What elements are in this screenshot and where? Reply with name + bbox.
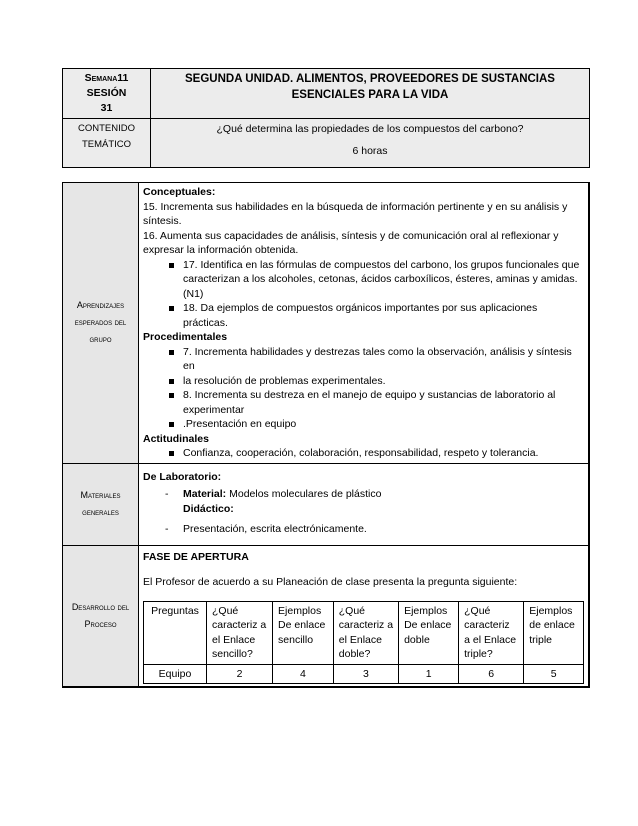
table-row <box>144 664 584 684</box>
list-item: 17. Identifica en las fórmulas de compuestos del carbono, los grupos funcionales que caracterizan a los alcoholes, cetonas, ácidos carboxílicos, ésteres, aminas y amidas. (N1) <box>169 258 584 302</box>
table-cell: 6 <box>459 664 524 684</box>
actitudinales-list <box>143 446 584 461</box>
aprendizajes-content <box>139 183 590 464</box>
materiales-label: Materiales generales <box>63 463 139 545</box>
list-item <box>165 487 584 516</box>
week-label: Semana <box>84 72 118 84</box>
table-cell: Ejemplos De enlace sencillo <box>273 601 334 664</box>
table-cell: ¿Qué caracteriz a el Enlace sencillo? <box>207 601 273 664</box>
lab-title: De Laboratorio: <box>143 470 222 483</box>
header-table <box>62 68 590 168</box>
unit-title: SEGUNDA UNIDAD. ALIMENTOS, PROVEEDORES DE SUSTANCIAS ESENCIALES PARA LA VIDA <box>151 69 590 119</box>
materiales-list <box>143 487 584 537</box>
hours: 6 horas <box>352 145 388 157</box>
questions-table <box>143 601 584 685</box>
aprendizajes-label: Aprendizajes esperados del grupo <box>63 183 139 464</box>
table-cell: ¿Qué caracteriz a el Enlace triple? <box>459 601 524 664</box>
question-cell <box>151 119 590 168</box>
didactico-label: Didáctico: <box>183 502 234 515</box>
table-cell: Equipo <box>144 664 207 684</box>
table-cell: Preguntas <box>144 601 207 664</box>
table-cell: 4 <box>273 664 334 684</box>
week-session-cell <box>63 69 151 119</box>
intro-text: El Profesor de acuerdo a su Planeación de clase presenta la pregunta siguiente: <box>143 576 518 588</box>
week-number: 11 <box>117 72 129 84</box>
contenido-cell <box>63 119 151 168</box>
list-item: la resolución de problemas experimentales. <box>169 374 584 389</box>
list-item: 18. Da ejemplos de compuestos orgánicos importantes por sus aplicaciones prácticas. <box>169 301 584 330</box>
contenido-label: CONTENIDO TEMÁTICO <box>78 123 135 150</box>
list-item: - Presentación, escrita electrónicamente. <box>165 522 584 537</box>
item-16: 16. Aumenta sus capacidades de análisis, síntesis y de comunicación oral al reflexionar y expresar la información obtenida. <box>143 229 559 256</box>
material-value: Modelos moleculares de plástico <box>226 488 382 500</box>
materiales-content <box>139 463 590 545</box>
table-row <box>144 601 584 664</box>
procedimentales-list <box>143 345 584 432</box>
list-item: Confianza, cooperación, colaboración, responsabilidad, respeto y tolerancia. <box>169 446 584 461</box>
fase-title: FASE DE APERTURA <box>143 550 249 563</box>
main-table <box>62 182 590 688</box>
table-cell: Ejemplos De enlace doble <box>399 601 459 664</box>
actitudinales-title: Actitudinales <box>143 432 209 445</box>
table-cell: 2 <box>207 664 273 684</box>
list-item: 7. Incrementa habilidades y destrezas tales como la observación, análisis y síntesis en <box>169 345 584 374</box>
desarrollo-content <box>139 545 590 687</box>
table-cell: 1 <box>399 664 459 684</box>
table-cell: 3 <box>333 664 398 684</box>
conceptuales-title: Conceptuales: <box>143 186 216 198</box>
table-cell: 5 <box>524 664 584 684</box>
material-label: Material: <box>183 488 227 500</box>
session-label: SESIÓN <box>86 87 127 99</box>
procedimentales-title: Procedimentales <box>143 331 228 343</box>
conceptuales-list <box>143 258 584 331</box>
table-cell: ¿Qué caracteriz a el Enlace doble? <box>333 601 398 664</box>
session-number: 31 <box>100 102 113 114</box>
desarrollo-label: Desarrollo del Proceso <box>63 545 139 687</box>
list-item: 8. Incrementa su destreza en el manejo de equipo y sustancias de laboratorio al experimentar <box>169 388 584 417</box>
list-item: .Presentación en equipo <box>169 417 584 432</box>
table-cell: Ejemplos de enlace triple <box>524 601 584 664</box>
guiding-question: ¿Qué determina las propiedades de los compuestos del carbono? <box>216 123 524 135</box>
item-15: 15. Incrementa sus habilidades en la búsqueda de información pertinente y en su análisis y síntesis. <box>143 200 568 227</box>
